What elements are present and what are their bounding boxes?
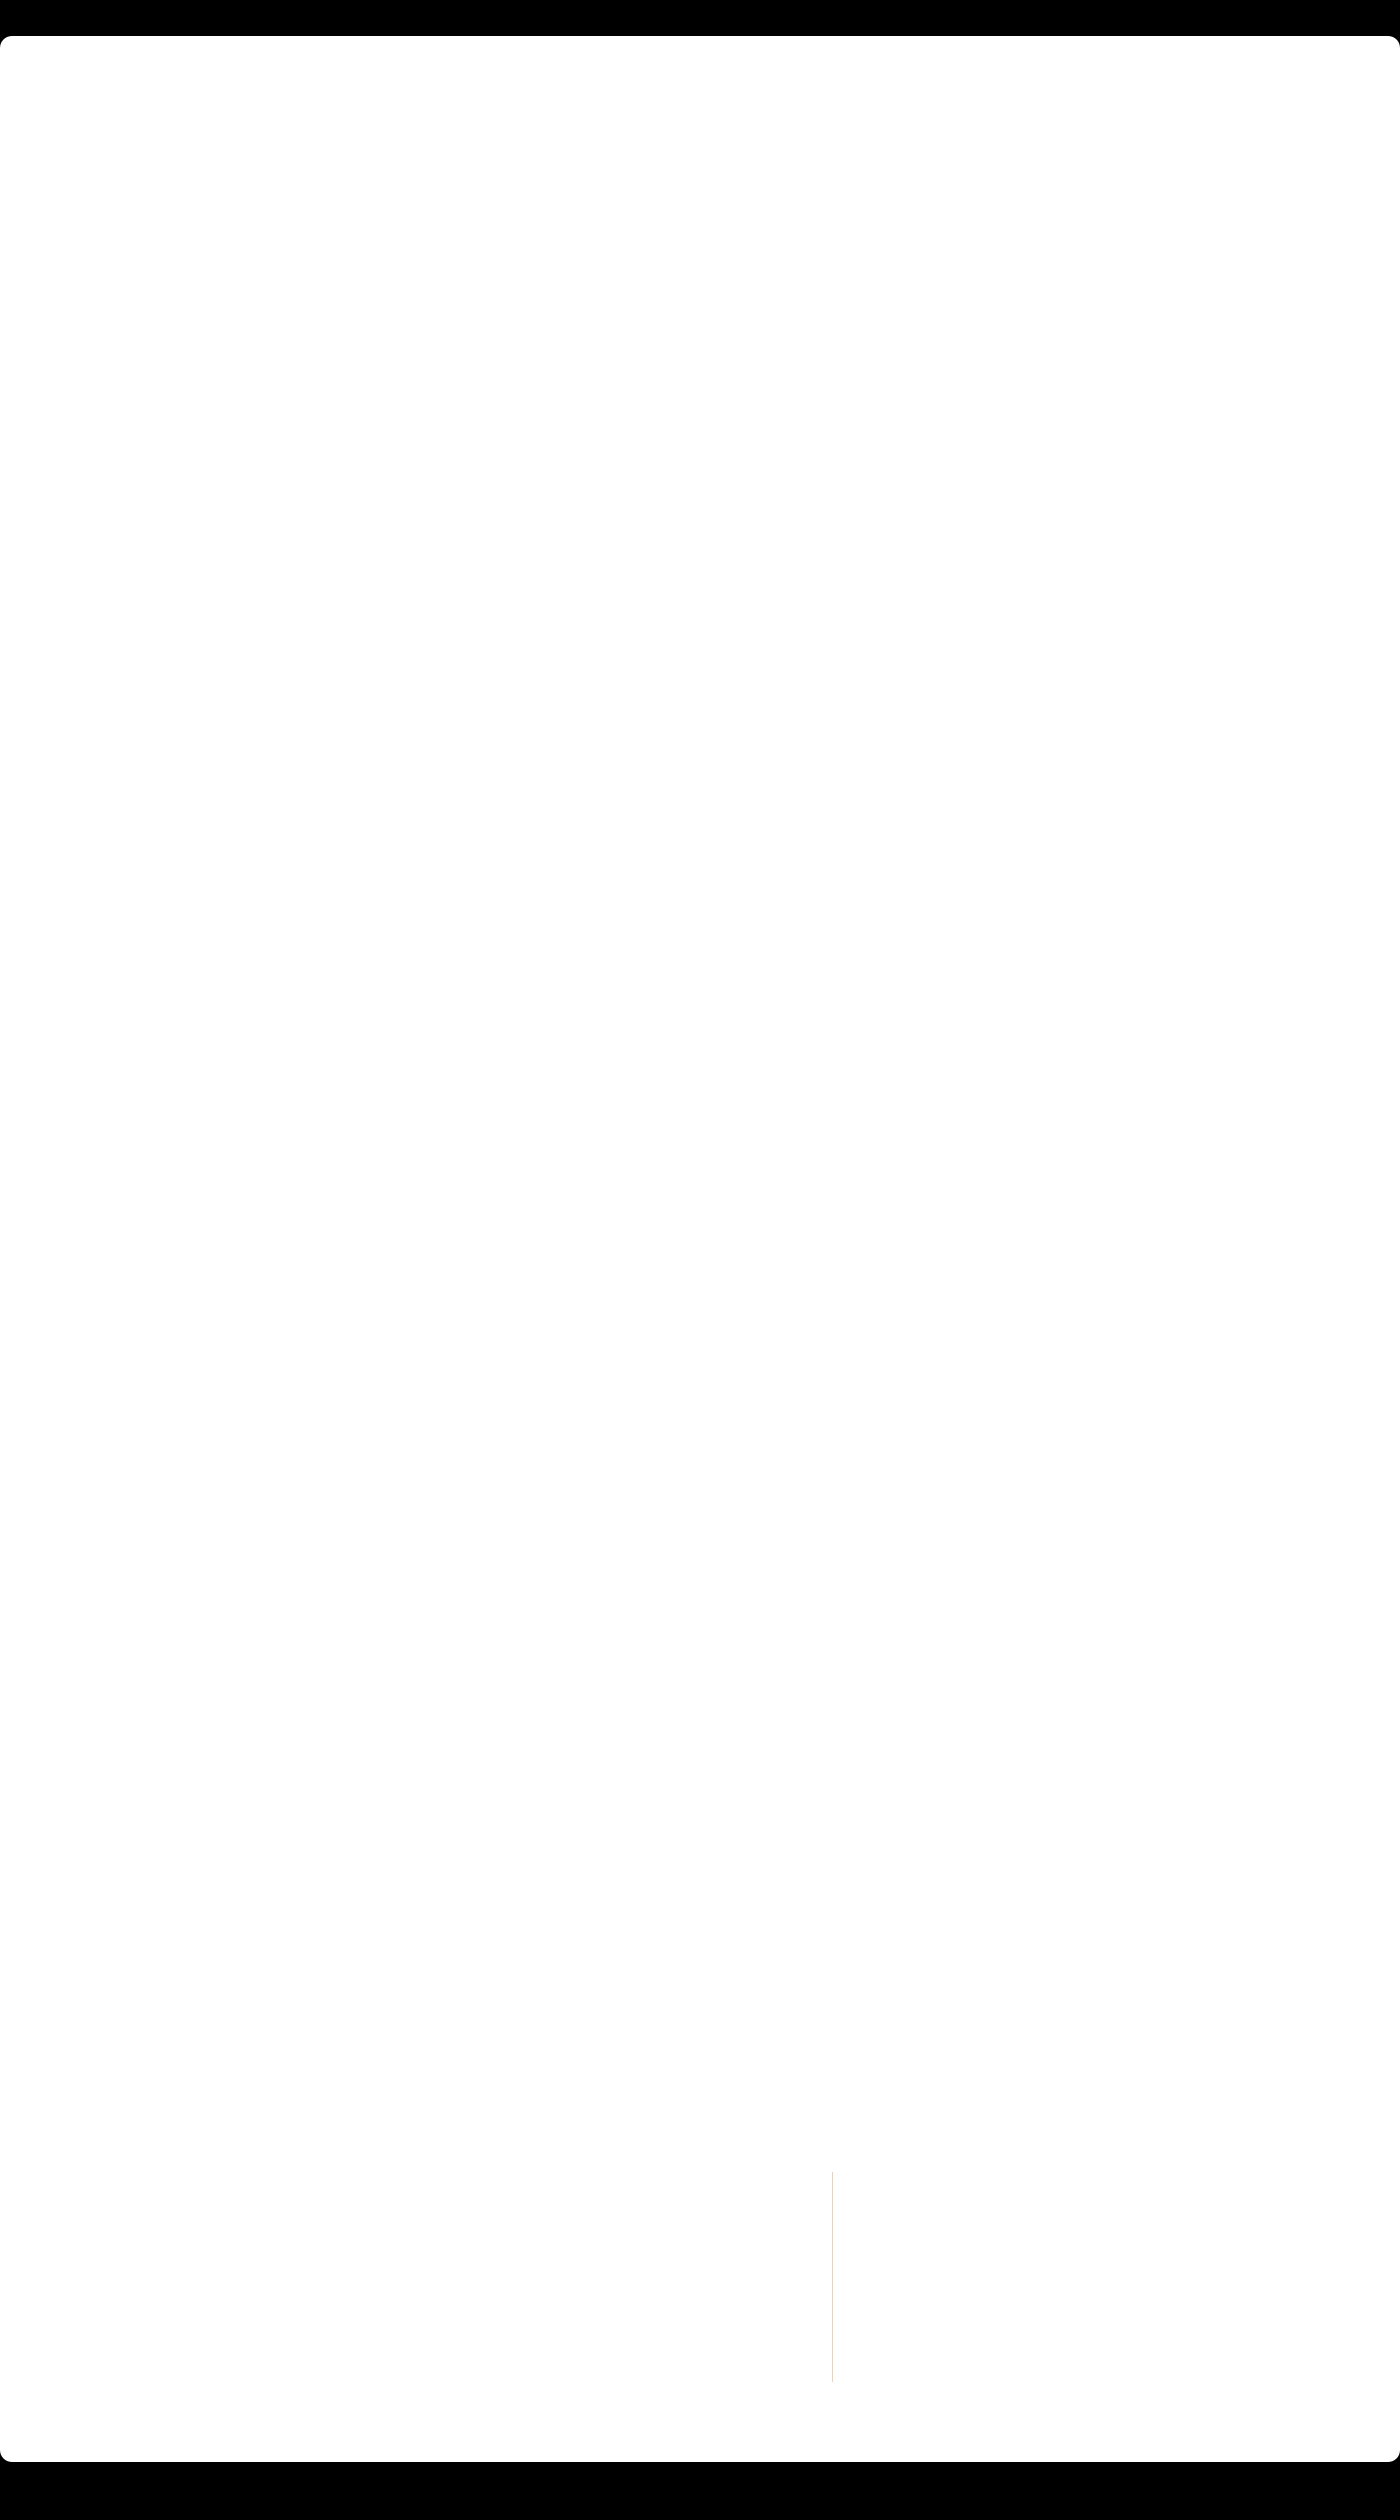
comparison-table — [0, 36, 1400, 2462]
table-header — [0, 36, 1400, 140]
merged-cell-stofbak-watertank — [832, 2172, 1020, 2382]
